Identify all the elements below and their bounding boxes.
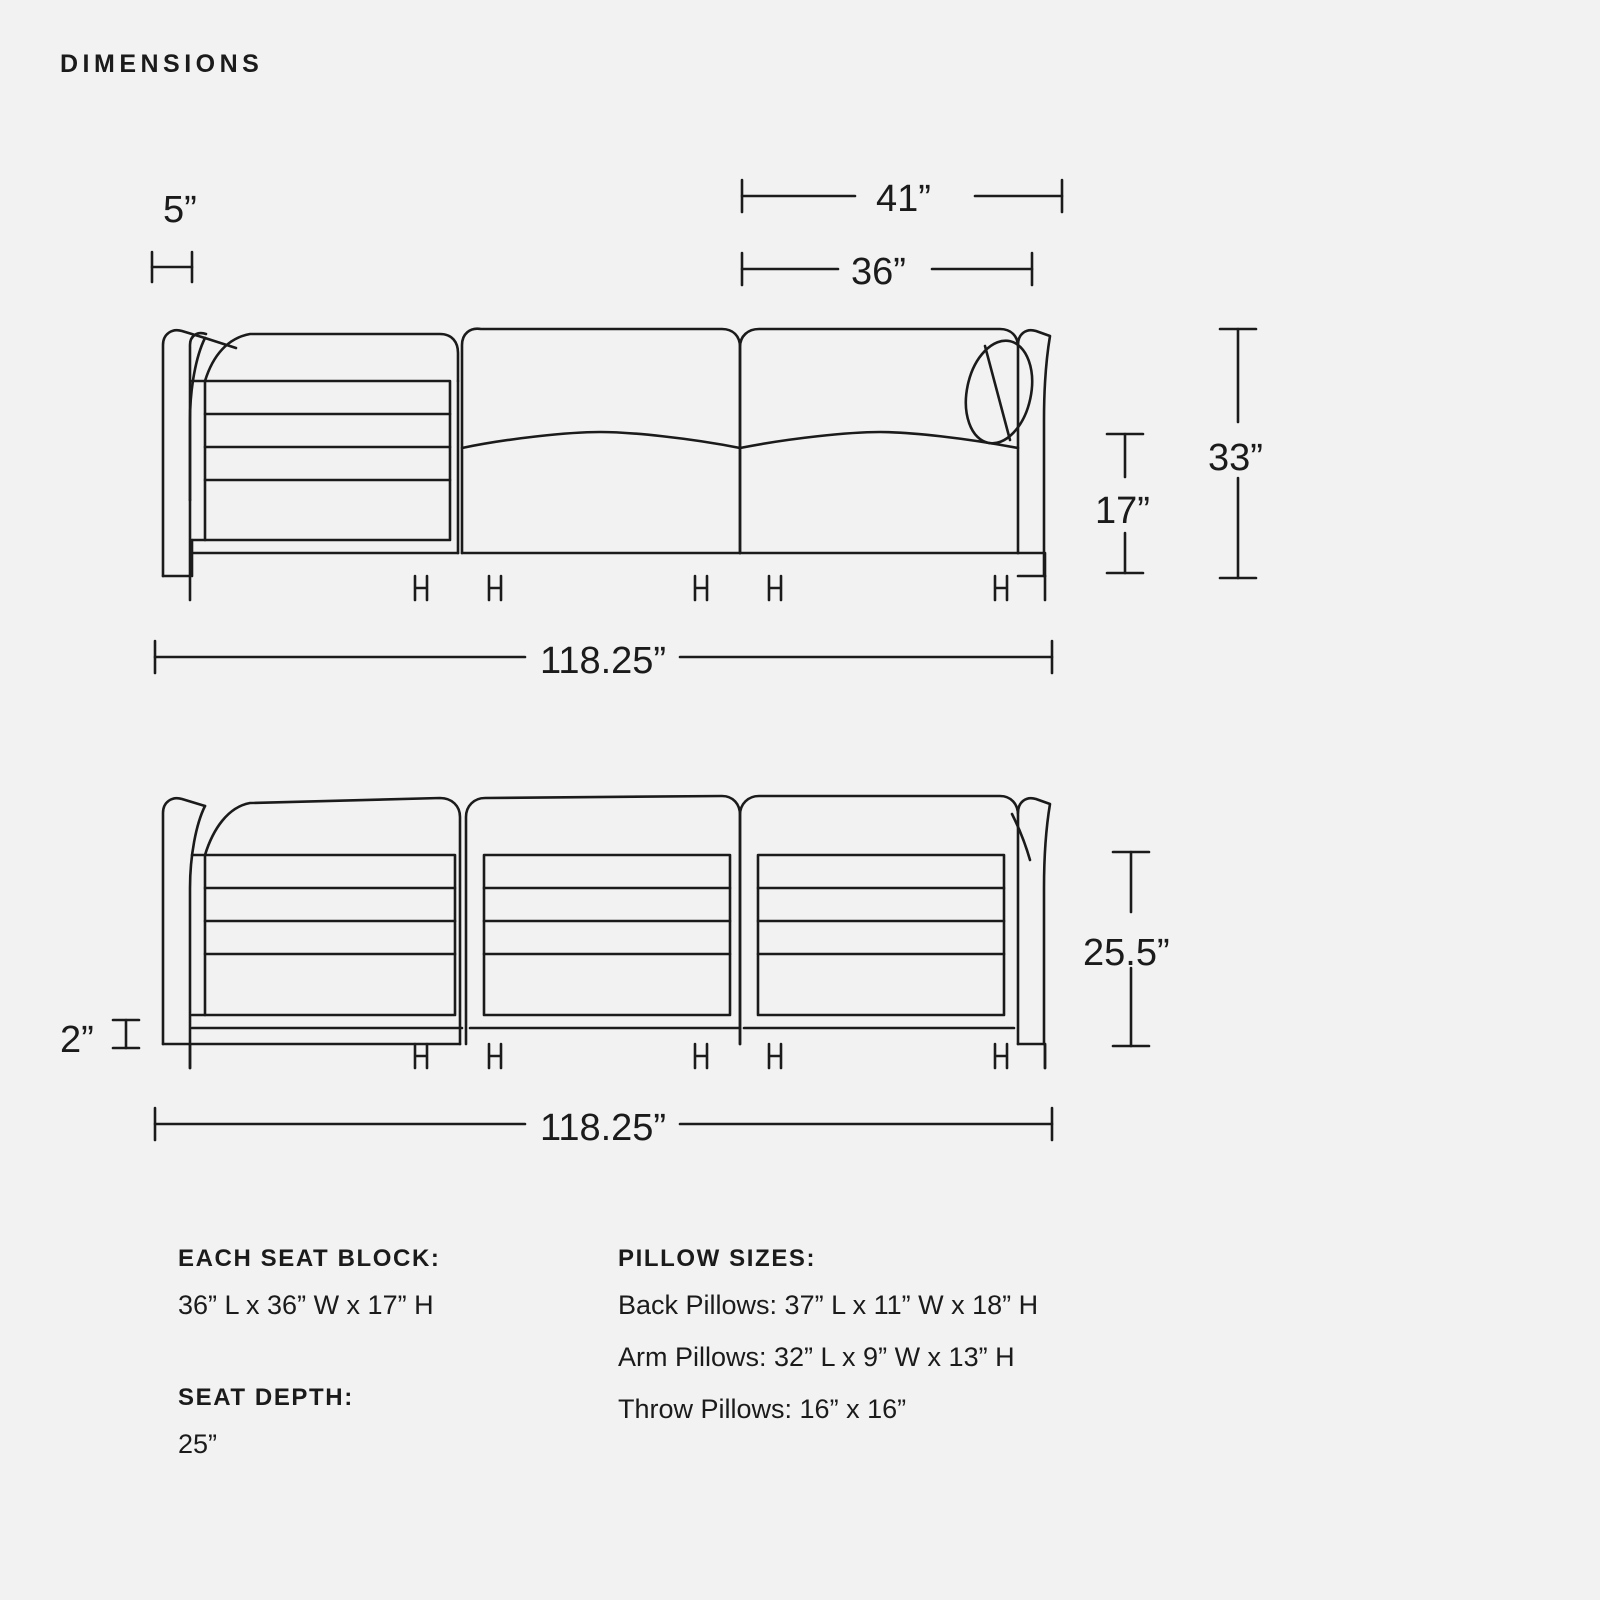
pillow-back: Back Pillows: 37” L x 11” W x 18” H — [618, 1290, 1039, 1320]
label-seat-height: 17” — [1095, 490, 1150, 532]
label-overall-height: 33” — [1208, 437, 1263, 479]
specs-section — [178, 1245, 1518, 1481]
pillow-sizes-heading: PILLOW SIZES: — [618, 1245, 817, 1272]
label-back-height: 25.5” — [1083, 932, 1170, 974]
seat-block-heading: EACH SEAT BLOCK: — [178, 1245, 441, 1272]
dim-leg-height — [113, 1020, 139, 1048]
pillow-throw: Throw Pillows: 16” x 16” — [618, 1394, 907, 1424]
seat-depth-heading: SEAT DEPTH: — [178, 1384, 354, 1411]
page-title: DIMENSIONS — [60, 50, 264, 78]
specs-column-left — [178, 1245, 618, 1481]
pillow-arm: Arm Pillows: 32” L x 9” W x 13” H — [618, 1342, 1015, 1372]
seat-depth-value: 25” — [178, 1429, 218, 1459]
label-module-outer: 41” — [876, 178, 931, 220]
spacer — [178, 1342, 618, 1384]
sofa-back-elevation — [163, 796, 1050, 1068]
dim-arm-width — [152, 252, 192, 282]
seat-block-value: 36” L x 36” W x 17” H — [178, 1290, 434, 1320]
label-leg-height: 2” — [60, 1019, 94, 1061]
specs-column-right — [618, 1245, 1318, 1481]
label-module-inner: 36” — [851, 251, 906, 293]
label-arm-width: 5” — [163, 189, 197, 231]
label-overall-width-front: 118.25” — [540, 640, 667, 682]
sofa-front-elevation — [163, 329, 1050, 600]
label-overall-width-back: 118.25” — [540, 1107, 667, 1149]
